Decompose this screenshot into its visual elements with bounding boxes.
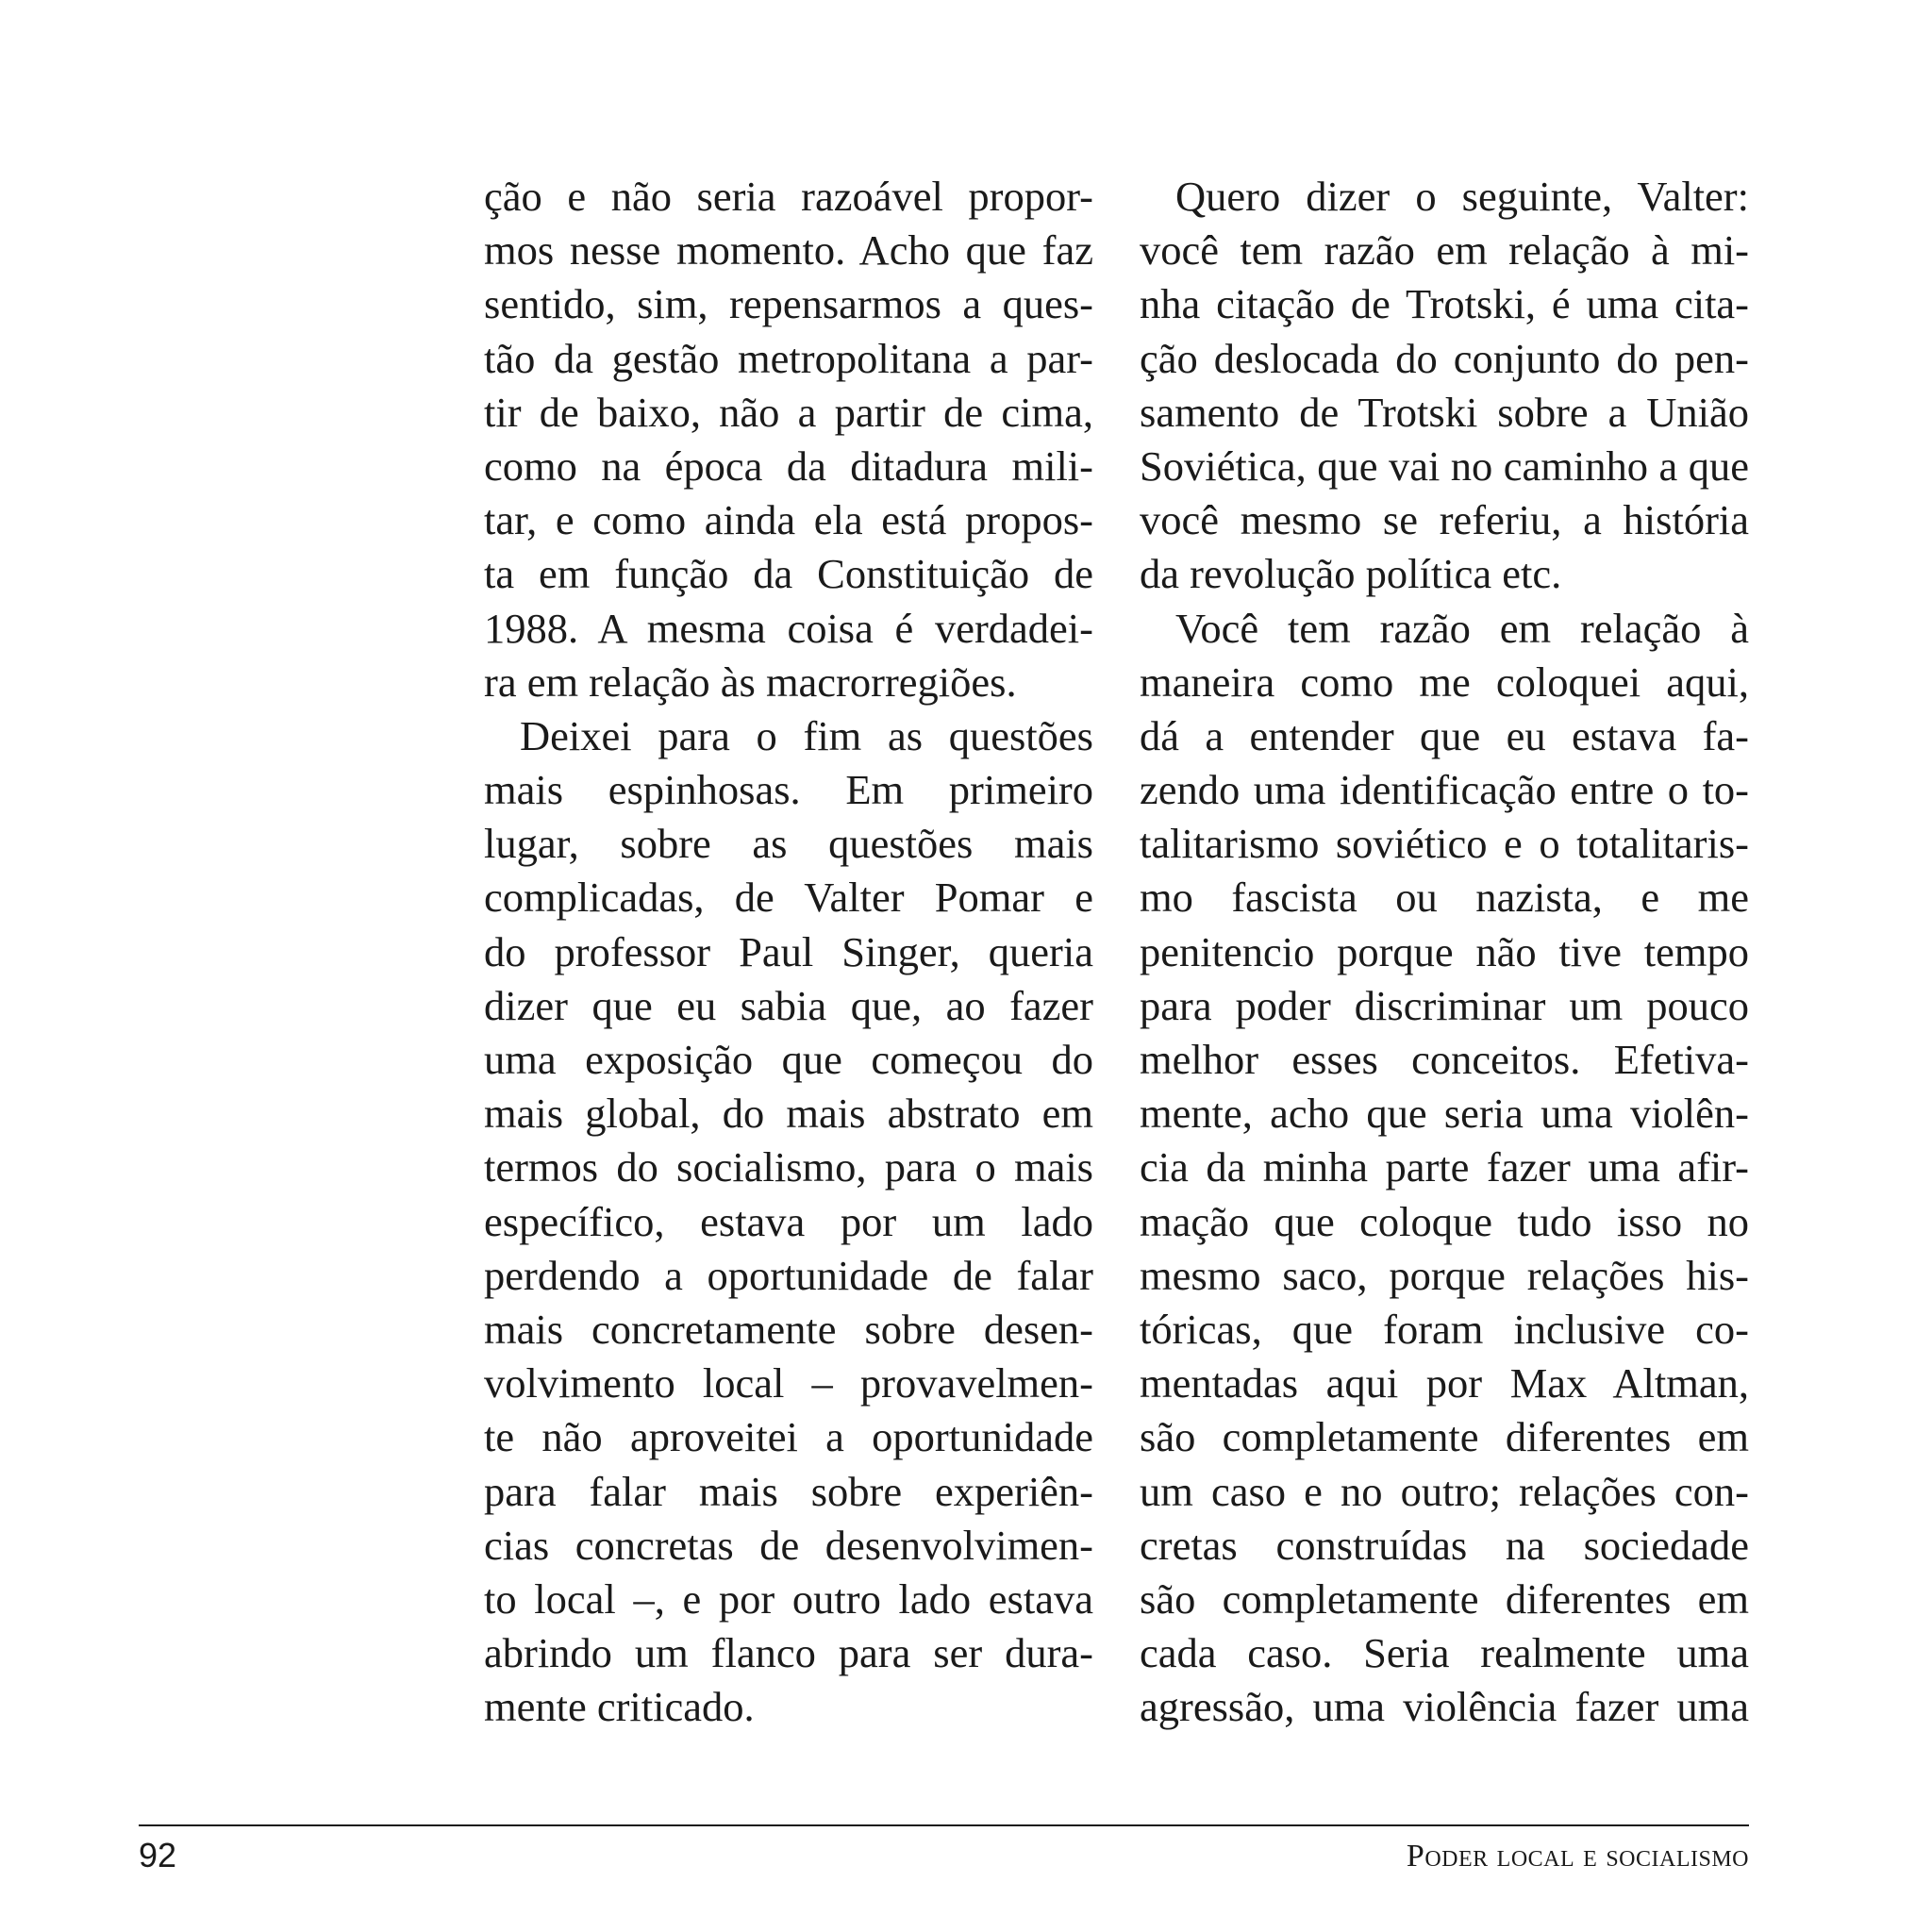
- text-line: agressão, uma violência fazer uma: [1140, 1683, 1749, 1731]
- text-line: cia da minha parte fazer uma afir-: [1140, 1143, 1749, 1191]
- text-line: como na época da ditadura mili-: [484, 441, 1093, 490]
- text-line: lugar, sobre as questões mais: [484, 820, 1093, 868]
- text-line: tão da gestão metropolitana a par-: [484, 334, 1093, 382]
- text-line: sentido, sim, repensarmos a ques-: [484, 280, 1093, 328]
- text-line: talitarismo soviético e o totalitaris-: [1140, 820, 1749, 868]
- text-line: melhor esses conceitos. Efetiva-: [1140, 1036, 1749, 1083]
- text-line: tir de baixo, não a partir de cima,: [484, 388, 1093, 436]
- text-line: cada caso. Seria realmente uma: [1140, 1629, 1749, 1677]
- text-line: ção e não seria razoável propor-: [484, 173, 1093, 220]
- paragraph-first-line: Deixei para o fim as questões: [520, 711, 1093, 759]
- text-line: termos do socialismo, para o mais: [484, 1143, 1093, 1191]
- text-line: mais espinhosas. Em primeiro: [484, 766, 1093, 814]
- text-line: volvimento local – provavelmen-: [484, 1359, 1093, 1407]
- text-line: ta em função da Constituição de: [484, 550, 1093, 598]
- text-line: são completamente diferentes em: [1140, 1574, 1749, 1623]
- text-line: mação que coloque tudo isso no: [1140, 1197, 1749, 1245]
- text-line: tóricas, que foram inclusive co-: [1140, 1305, 1749, 1353]
- right-text-column: [1140, 170, 1749, 1734]
- text-line: nha citação de Trotski, é uma cita-: [1140, 280, 1749, 328]
- text-line: um caso e no outro; relações con-: [1140, 1467, 1749, 1515]
- text-line: do professor Paul Singer, queria: [484, 927, 1093, 975]
- text-line: ra em relação às macrorregiões.: [484, 658, 1017, 706]
- paragraph-first-line: Você tem razão em relação à: [1175, 604, 1749, 652]
- running-title: Poder local e socialismo: [1406, 1839, 1749, 1874]
- text-line: abrindo um flanco para ser dura-: [484, 1629, 1093, 1677]
- paragraph-first-line: Quero dizer o seguinte, Valter:: [1175, 173, 1749, 220]
- text-line: maneira como me coloquei aqui,: [1140, 658, 1749, 706]
- text-line: mente, acho que seria uma violên-: [1140, 1090, 1749, 1138]
- footer-divider: [139, 1824, 1749, 1826]
- text-line: da revolução política etc.: [1140, 550, 1562, 598]
- text-line: você tem razão em relação à mi-: [1140, 226, 1749, 275]
- text-line: penitencio porque não tive tempo: [1140, 927, 1749, 975]
- text-line: para falar mais sobre experiên-: [484, 1467, 1093, 1515]
- text-line: complicadas, de Valter Pomar e: [484, 874, 1093, 922]
- text-line: para poder discriminar um pouco: [1140, 981, 1749, 1029]
- left-text-column: [484, 170, 1093, 1734]
- text-line: você mesmo se referiu, a história: [1140, 496, 1749, 544]
- text-line: ção deslocada do conjunto do pen-: [1140, 334, 1749, 382]
- text-line: uma exposição que começou do: [484, 1036, 1093, 1083]
- text-line: mesmo saco, porque relações his-: [1140, 1251, 1749, 1299]
- text-line: são completamente diferentes em: [1140, 1413, 1749, 1461]
- text-line: Soviética, que vai no caminho a que: [1140, 441, 1749, 490]
- text-line: específico, estava por um lado: [484, 1197, 1093, 1245]
- page-number: 92: [139, 1836, 177, 1874]
- text-line: cretas construídas na sociedade: [1140, 1521, 1749, 1569]
- text-line: mo fascista ou nazista, e me: [1140, 874, 1749, 922]
- text-line: mos nesse momento. Acho que faz: [484, 226, 1093, 275]
- text-line: perdendo a oportunidade de falar: [484, 1251, 1093, 1299]
- text-line: zendo uma identificação entre o to-: [1140, 766, 1749, 814]
- text-line: cias concretas de desenvolvimen-: [484, 1521, 1093, 1569]
- text-line: tar, e como ainda ela está propos-: [484, 496, 1093, 544]
- text-line: mente criticado.: [484, 1683, 755, 1731]
- text-line: mais global, do mais abstrato em: [484, 1090, 1093, 1138]
- text-line: 1988. A mesma coisa é verdadei-: [484, 604, 1093, 652]
- text-line: mais concretamente sobre desen-: [484, 1305, 1093, 1353]
- text-line: samento de Trotski sobre a União: [1140, 388, 1749, 436]
- text-line: dá a entender que eu estava fa-: [1140, 711, 1749, 759]
- text-line: mentadas aqui por Max Altman,: [1140, 1359, 1749, 1407]
- text-line: dizer que eu sabia que, ao fazer: [484, 981, 1093, 1029]
- text-line: to local –, e por outro lado estava: [484, 1574, 1093, 1623]
- text-line: te não aproveitei a oportunidade: [484, 1413, 1093, 1461]
